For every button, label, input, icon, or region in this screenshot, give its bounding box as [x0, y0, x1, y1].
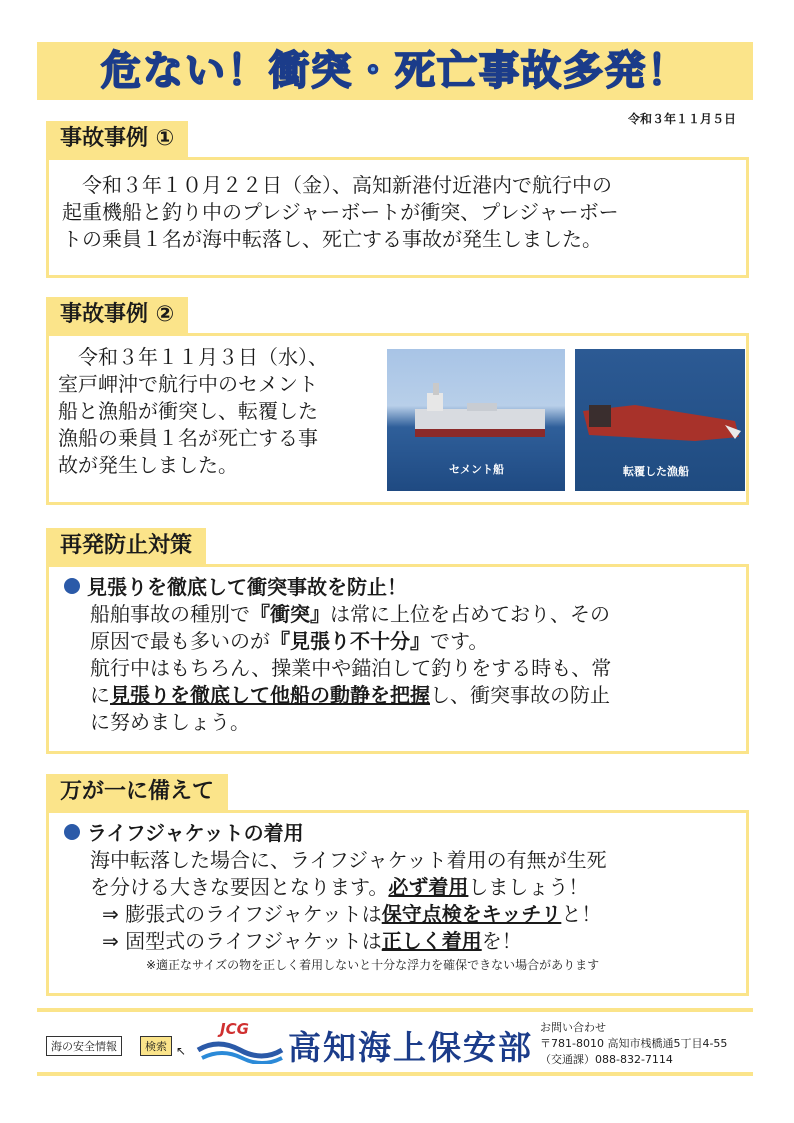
capsized-boat-image [575, 349, 745, 491]
issue-date: 令和３年１１月５日 [627, 112, 736, 126]
text-run: 原因で最も多いのが [90, 629, 270, 653]
prepare-line [90, 928, 744, 955]
cursor-icon: ↖ [176, 1044, 187, 1058]
case2-line: 船と漁船が衝突し、転覆した [58, 399, 318, 423]
contact-block [540, 1020, 727, 1068]
case1-heading: 事故事例 ① [46, 121, 188, 157]
case2-line: 漁船の乗員１名が死亡する事 [58, 426, 318, 450]
text-run: を分ける大きな要因となります。 [90, 875, 389, 899]
underlined-emphasis: 必ず着用 [388, 875, 469, 899]
footer-divider-top [37, 1008, 753, 1012]
prevention-line: に努めましょう。 [90, 710, 250, 734]
prepare-body [64, 847, 744, 975]
cement-ship-photo [387, 349, 565, 491]
text-run: しましょう！ [468, 875, 589, 899]
text-run: し、衝突事故の防止 [430, 683, 610, 707]
org-name: 高知海上保安部 [288, 1028, 533, 1067]
case2-line: 故が発生しました。 [58, 453, 238, 477]
cement-ship-image [387, 349, 565, 491]
emphasis: 『見張り不十分』 [270, 629, 430, 653]
text-run: ⇒ 固型式のライフジャケットは [102, 929, 382, 953]
footer-divider-bottom [37, 1072, 753, 1076]
text-run: を！ [481, 929, 522, 953]
prevention-body [64, 601, 744, 736]
text-run: ⇒ 膨張式のライフジャケットは [102, 902, 382, 926]
text-run: に [90, 683, 110, 707]
case2-text [58, 344, 378, 479]
prevention-line: 航行中はもちろん、操業中や錨泊して釣りをする時も、常 [90, 656, 612, 680]
prepare-heading: 万が一に備えて [46, 774, 228, 810]
case2-line: 令和３年１１月３日（水）、 [58, 345, 328, 369]
text-run: です。 [430, 629, 489, 653]
contact-title: お問い合わせ [540, 1021, 606, 1034]
prevention-heading: 再発防止対策 [46, 528, 206, 564]
prevention-line [90, 628, 744, 655]
bullet-icon [64, 824, 80, 840]
prevention-content [64, 574, 744, 736]
bullet-icon [64, 578, 80, 594]
prepare-content [64, 820, 744, 975]
emphasis: 『衝突』 [250, 602, 330, 626]
text-run: 船舶事故の種別で [90, 602, 250, 626]
text-run: と！ [561, 902, 602, 926]
jcg-logo [196, 1020, 284, 1064]
prevention-bullet: 見張りを徹底して衝突事故を防止！ [86, 575, 407, 599]
case1-line: トの乗員１名が海中転落し、死亡する事故が発生しました。 [62, 227, 602, 251]
prepare-line [90, 874, 744, 901]
case2-heading: 事故事例 ② [46, 297, 188, 333]
text-run: は常に上位を占めており、その [330, 602, 610, 626]
contact-address: 〒781-8010 高知市桟橋通5丁目4-55 [540, 1037, 728, 1050]
prepare-note: ※適正なサイズの物を正しく着用しないと十分な浮力を確保できない場合があります [146, 958, 600, 972]
underlined-emphasis: 見張りを徹底して他船の動静を把握 [110, 683, 430, 707]
page-title: 危ない！衝突・死亡事故多発！ [101, 48, 689, 94]
photo2-label: 転覆した漁船 [623, 465, 689, 478]
prepare-line [90, 901, 744, 928]
case1-text [62, 172, 742, 253]
case2-line: 室戸岬沖で航行中のセメント [58, 372, 318, 396]
prepare-line: 海中転落した場合に、ライフジャケット着用の有無が生死 [90, 848, 607, 872]
search-button[interactable]: 検索 [140, 1036, 172, 1056]
underlined-emphasis: 正しく着用 [381, 929, 482, 953]
safety-info-label: 海の安全情報 [46, 1036, 122, 1056]
jcg-logo-text: JCG [220, 1020, 249, 1038]
prepare-bullet: ライフジャケットの着用 [86, 821, 304, 845]
capsized-boat-photo [575, 349, 745, 491]
contact-phone: （交通課）088-832-7114 [540, 1053, 673, 1066]
underlined-emphasis: 保守点検をキッチリ [381, 902, 562, 926]
case1-line: 令和３年１０月２２日（金）、高知新港付近港内で航行中の [62, 173, 612, 197]
photo1-label: セメント船 [449, 463, 504, 476]
prevention-line [90, 682, 744, 709]
case1-line: 起重機船と釣り中のプレジャーボートが衝突、プレジャーボー [62, 200, 619, 224]
prevention-line [90, 601, 744, 628]
